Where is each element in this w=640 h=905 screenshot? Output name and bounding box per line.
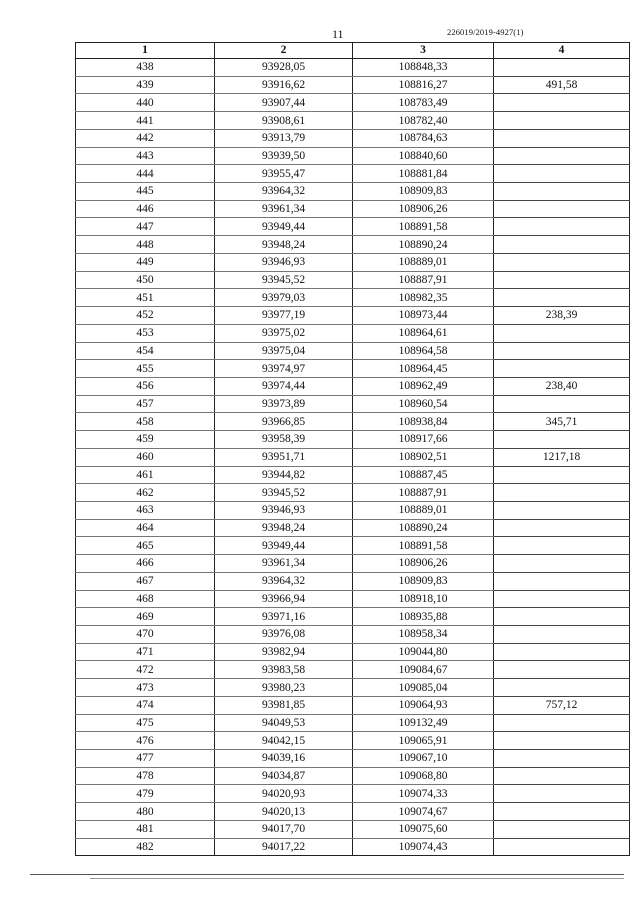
point-number-cell: 470 xyxy=(76,626,215,644)
point-number-cell: 473 xyxy=(76,679,215,697)
table-row xyxy=(76,732,630,750)
table-row xyxy=(76,236,630,254)
column-header-point: 1 xyxy=(76,43,215,59)
point-number-cell: 482 xyxy=(76,838,215,856)
point-number-cell: 475 xyxy=(76,714,215,732)
y-coordinate-cell: 109067,10 xyxy=(353,750,494,768)
point-number-cell: 462 xyxy=(76,484,215,502)
x-coordinate-cell: 93908,61 xyxy=(215,112,353,130)
table-row xyxy=(76,643,630,661)
table-row xyxy=(76,129,630,147)
y-coordinate-cell: 109065,91 xyxy=(353,732,494,750)
point-number-cell: 476 xyxy=(76,732,215,750)
point-number-cell: 445 xyxy=(76,183,215,201)
y-coordinate-cell: 108889,01 xyxy=(353,253,494,271)
x-coordinate-cell: 93949,44 xyxy=(215,218,353,236)
point-number-cell: 459 xyxy=(76,431,215,449)
table-row xyxy=(76,767,630,785)
table-row xyxy=(76,59,630,77)
x-coordinate-cell: 93977,19 xyxy=(215,307,353,325)
point-number-cell: 438 xyxy=(76,59,215,77)
y-coordinate-cell: 109068,80 xyxy=(353,767,494,785)
x-coordinate-cell: 93980,23 xyxy=(215,679,353,697)
point-number-cell: 458 xyxy=(76,413,215,431)
y-coordinate-cell: 108909,83 xyxy=(353,183,494,201)
distance-cell xyxy=(494,785,630,803)
point-number-cell: 443 xyxy=(76,147,215,165)
y-coordinate-cell: 108840,60 xyxy=(353,147,494,165)
x-coordinate-cell: 93961,34 xyxy=(215,555,353,573)
x-coordinate-cell: 93944,82 xyxy=(215,466,353,484)
point-number-cell: 474 xyxy=(76,696,215,714)
distance-cell xyxy=(494,271,630,289)
distance-cell xyxy=(494,803,630,821)
x-coordinate-cell: 93974,44 xyxy=(215,377,353,395)
point-number-cell: 478 xyxy=(76,767,215,785)
point-number-cell: 481 xyxy=(76,820,215,838)
y-coordinate-cell: 109074,43 xyxy=(353,838,494,856)
y-coordinate-cell: 108964,58 xyxy=(353,342,494,360)
point-number-cell: 469 xyxy=(76,608,215,626)
table-row xyxy=(76,289,630,307)
x-coordinate-cell: 93982,94 xyxy=(215,643,353,661)
x-coordinate-cell: 93928,05 xyxy=(215,59,353,77)
y-coordinate-cell: 108783,49 xyxy=(353,94,494,112)
y-coordinate-cell: 109085,04 xyxy=(353,679,494,697)
table-row xyxy=(76,324,630,342)
x-coordinate-cell: 94049,53 xyxy=(215,714,353,732)
table-row xyxy=(76,76,630,94)
point-number-cell: 467 xyxy=(76,572,215,590)
distance-cell xyxy=(494,608,630,626)
y-coordinate-cell: 108889,01 xyxy=(353,501,494,519)
table-row xyxy=(76,714,630,732)
table-row xyxy=(76,590,630,608)
x-coordinate-cell: 93948,24 xyxy=(215,519,353,537)
x-coordinate-cell: 93979,03 xyxy=(215,289,353,307)
distance-cell xyxy=(494,679,630,697)
y-coordinate-cell: 108909,83 xyxy=(353,572,494,590)
x-coordinate-cell: 93951,71 xyxy=(215,448,353,466)
table-row xyxy=(76,501,630,519)
distance-cell xyxy=(494,395,630,413)
x-coordinate-cell: 94034,87 xyxy=(215,767,353,785)
footer-rule xyxy=(30,874,624,875)
table-row xyxy=(76,395,630,413)
point-number-cell: 446 xyxy=(76,200,215,218)
page-number: 11 xyxy=(332,27,344,41)
distance-cell xyxy=(494,519,630,537)
distance-cell: 757,12 xyxy=(494,696,630,714)
x-coordinate-cell: 93961,34 xyxy=(215,200,353,218)
distance-cell xyxy=(494,129,630,147)
x-coordinate-cell: 93913,79 xyxy=(215,129,353,147)
distance-cell xyxy=(494,253,630,271)
x-coordinate-cell: 93964,32 xyxy=(215,572,353,590)
y-coordinate-cell: 108906,26 xyxy=(353,200,494,218)
x-coordinate-cell: 94042,15 xyxy=(215,732,353,750)
x-coordinate-cell: 93974,97 xyxy=(215,360,353,378)
y-coordinate-cell: 109084,67 xyxy=(353,661,494,679)
table-row xyxy=(76,413,630,431)
x-coordinate-cell: 94020,93 xyxy=(215,785,353,803)
point-number-cell: 465 xyxy=(76,537,215,555)
x-coordinate-cell: 93981,85 xyxy=(215,696,353,714)
x-coordinate-cell: 93955,47 xyxy=(215,165,353,183)
y-coordinate-cell: 108938,84 xyxy=(353,413,494,431)
point-number-cell: 464 xyxy=(76,519,215,537)
distance-cell: 1217,18 xyxy=(494,448,630,466)
column-header-y: 3 xyxy=(353,43,494,59)
y-coordinate-cell: 108890,24 xyxy=(353,236,494,254)
table-row xyxy=(76,803,630,821)
distance-cell: 238,40 xyxy=(494,377,630,395)
x-coordinate-cell: 94017,70 xyxy=(215,820,353,838)
table-row xyxy=(76,360,630,378)
point-number-cell: 442 xyxy=(76,129,215,147)
y-coordinate-cell: 109075,60 xyxy=(353,820,494,838)
point-number-cell: 471 xyxy=(76,643,215,661)
x-coordinate-cell: 93966,85 xyxy=(215,413,353,431)
y-coordinate-cell: 108935,88 xyxy=(353,608,494,626)
y-coordinate-cell: 108917,66 xyxy=(353,431,494,449)
y-coordinate-cell: 109074,33 xyxy=(353,785,494,803)
y-coordinate-cell: 108881,84 xyxy=(353,165,494,183)
distance-cell xyxy=(494,165,630,183)
table-row xyxy=(76,626,630,644)
point-number-cell: 441 xyxy=(76,112,215,130)
column-header-x: 2 xyxy=(215,43,353,59)
distance-cell xyxy=(494,324,630,342)
y-coordinate-cell: 108973,44 xyxy=(353,307,494,325)
x-coordinate-cell: 94039,16 xyxy=(215,750,353,768)
table-header xyxy=(76,43,630,59)
table-row xyxy=(76,200,630,218)
point-number-cell: 480 xyxy=(76,803,215,821)
distance-cell xyxy=(494,643,630,661)
point-number-cell: 463 xyxy=(76,501,215,519)
distance-cell xyxy=(494,360,630,378)
y-coordinate-cell: 109044,80 xyxy=(353,643,494,661)
x-coordinate-cell: 94017,22 xyxy=(215,838,353,856)
distance-cell xyxy=(494,200,630,218)
distance-cell xyxy=(494,767,630,785)
table-row xyxy=(76,785,630,803)
table-row xyxy=(76,750,630,768)
x-coordinate-cell: 93975,02 xyxy=(215,324,353,342)
distance-cell: 491,58 xyxy=(494,76,630,94)
table-row xyxy=(76,112,630,130)
distance-cell xyxy=(494,342,630,360)
x-coordinate-cell: 93945,52 xyxy=(215,271,353,289)
distance-cell xyxy=(494,484,630,502)
distance-cell xyxy=(494,661,630,679)
point-number-cell: 453 xyxy=(76,324,215,342)
x-coordinate-cell: 94020,13 xyxy=(215,803,353,821)
x-coordinate-cell: 93946,93 xyxy=(215,501,353,519)
header-row xyxy=(76,43,630,59)
distance-cell xyxy=(494,218,630,236)
distance-cell xyxy=(494,626,630,644)
distance-cell xyxy=(494,431,630,449)
distance-cell xyxy=(494,112,630,130)
table-row xyxy=(76,377,630,395)
point-number-cell: 468 xyxy=(76,590,215,608)
table-row xyxy=(76,555,630,573)
distance-cell xyxy=(494,537,630,555)
table-row xyxy=(76,696,630,714)
y-coordinate-cell: 108902,51 xyxy=(353,448,494,466)
x-coordinate-cell: 93948,24 xyxy=(215,236,353,254)
distance-cell xyxy=(494,820,630,838)
table-row xyxy=(76,218,630,236)
y-coordinate-cell: 108891,58 xyxy=(353,218,494,236)
y-coordinate-cell: 108816,27 xyxy=(353,76,494,94)
x-coordinate-cell: 93958,39 xyxy=(215,431,353,449)
y-coordinate-cell: 108891,58 xyxy=(353,537,494,555)
document-reference: 226019/2019-4927(1) xyxy=(447,27,524,37)
table-row xyxy=(76,431,630,449)
point-number-cell: 450 xyxy=(76,271,215,289)
point-number-cell: 448 xyxy=(76,236,215,254)
table-row xyxy=(76,342,630,360)
table-row xyxy=(76,537,630,555)
table-row xyxy=(76,94,630,112)
y-coordinate-cell: 108887,91 xyxy=(353,271,494,289)
x-coordinate-cell: 93983,58 xyxy=(215,661,353,679)
distance-cell xyxy=(494,838,630,856)
y-coordinate-cell: 108848,33 xyxy=(353,59,494,77)
distance-cell xyxy=(494,466,630,484)
distance-cell xyxy=(494,94,630,112)
table-row xyxy=(76,661,630,679)
point-number-cell: 455 xyxy=(76,360,215,378)
point-number-cell: 460 xyxy=(76,448,215,466)
point-number-cell: 472 xyxy=(76,661,215,679)
distance-cell xyxy=(494,59,630,77)
x-coordinate-cell: 93949,44 xyxy=(215,537,353,555)
distance-cell xyxy=(494,750,630,768)
column-header-distance: 4 xyxy=(494,43,630,59)
x-coordinate-cell: 93946,93 xyxy=(215,253,353,271)
y-coordinate-cell: 108887,45 xyxy=(353,466,494,484)
point-number-cell: 457 xyxy=(76,395,215,413)
table-row xyxy=(76,838,630,856)
point-number-cell: 440 xyxy=(76,94,215,112)
distance-cell xyxy=(494,236,630,254)
y-coordinate-cell: 108784,63 xyxy=(353,129,494,147)
point-number-cell: 479 xyxy=(76,785,215,803)
x-coordinate-cell: 93976,08 xyxy=(215,626,353,644)
point-number-cell: 451 xyxy=(76,289,215,307)
y-coordinate-cell: 108964,61 xyxy=(353,324,494,342)
table-row xyxy=(76,271,630,289)
table-row xyxy=(76,307,630,325)
y-coordinate-cell: 108906,26 xyxy=(353,555,494,573)
table-row xyxy=(76,253,630,271)
x-coordinate-cell: 93971,16 xyxy=(215,608,353,626)
y-coordinate-cell: 108958,34 xyxy=(353,626,494,644)
point-number-cell: 477 xyxy=(76,750,215,768)
table-row xyxy=(76,608,630,626)
point-number-cell: 454 xyxy=(76,342,215,360)
x-coordinate-cell: 93945,52 xyxy=(215,484,353,502)
table-row xyxy=(76,679,630,697)
table-body xyxy=(76,59,630,856)
distance-cell xyxy=(494,572,630,590)
y-coordinate-cell: 109132,49 xyxy=(353,714,494,732)
point-number-cell: 444 xyxy=(76,165,215,183)
distance-cell: 238,39 xyxy=(494,307,630,325)
point-number-cell: 452 xyxy=(76,307,215,325)
footer-rule-secondary xyxy=(90,878,624,879)
x-coordinate-cell: 93939,50 xyxy=(215,147,353,165)
table-row xyxy=(76,466,630,484)
distance-cell xyxy=(494,289,630,307)
y-coordinate-cell: 109064,93 xyxy=(353,696,494,714)
point-number-cell: 439 xyxy=(76,76,215,94)
y-coordinate-cell: 109074,67 xyxy=(353,803,494,821)
table-row xyxy=(76,165,630,183)
coordinates-table xyxy=(75,42,630,856)
point-number-cell: 449 xyxy=(76,253,215,271)
y-coordinate-cell: 108890,24 xyxy=(353,519,494,537)
point-number-cell: 466 xyxy=(76,555,215,573)
distance-cell xyxy=(494,147,630,165)
distance-cell xyxy=(494,714,630,732)
y-coordinate-cell: 108782,40 xyxy=(353,112,494,130)
point-number-cell: 456 xyxy=(76,377,215,395)
x-coordinate-cell: 93907,44 xyxy=(215,94,353,112)
point-number-cell: 447 xyxy=(76,218,215,236)
table-row xyxy=(76,519,630,537)
table-row xyxy=(76,820,630,838)
table-row xyxy=(76,183,630,201)
y-coordinate-cell: 108887,91 xyxy=(353,484,494,502)
x-coordinate-cell: 93964,32 xyxy=(215,183,353,201)
x-coordinate-cell: 93966,94 xyxy=(215,590,353,608)
distance-cell xyxy=(494,501,630,519)
y-coordinate-cell: 108982,35 xyxy=(353,289,494,307)
y-coordinate-cell: 108918,10 xyxy=(353,590,494,608)
table-row xyxy=(76,572,630,590)
y-coordinate-cell: 108960,54 xyxy=(353,395,494,413)
x-coordinate-cell: 93916,62 xyxy=(215,76,353,94)
table-row xyxy=(76,448,630,466)
table-row xyxy=(76,484,630,502)
x-coordinate-cell: 93975,04 xyxy=(215,342,353,360)
y-coordinate-cell: 108964,45 xyxy=(353,360,494,378)
distance-cell xyxy=(494,555,630,573)
distance-cell xyxy=(494,183,630,201)
distance-cell xyxy=(494,590,630,608)
y-coordinate-cell: 108962,49 xyxy=(353,377,494,395)
point-number-cell: 461 xyxy=(76,466,215,484)
distance-cell xyxy=(494,732,630,750)
x-coordinate-cell: 93973,89 xyxy=(215,395,353,413)
distance-cell: 345,71 xyxy=(494,413,630,431)
table-row xyxy=(76,147,630,165)
